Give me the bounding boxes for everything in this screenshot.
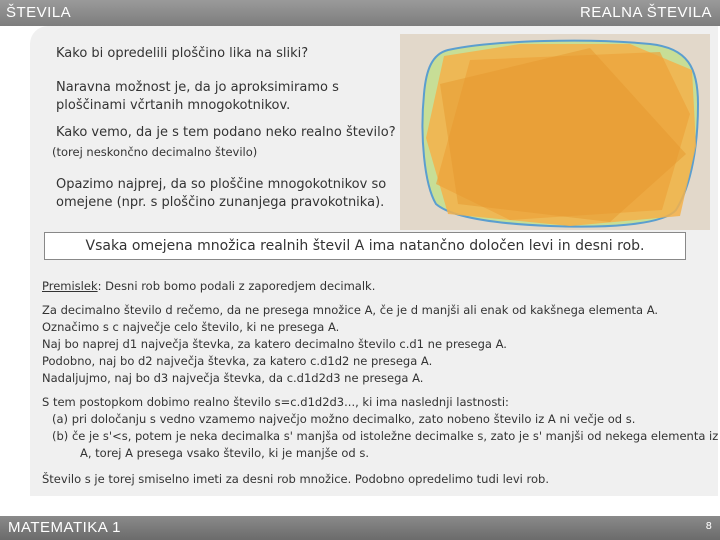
intro-question-1: Kako bi opredelili ploščino lika na sliki? [56,46,309,61]
property-a-label: (a) [52,412,69,426]
property-b [42,428,720,462]
polygon-figure-svg [400,34,710,230]
proof-line-2: Označimo s c največje celo število, ki ne presega A. [42,320,340,334]
footer-course-title: MATEMATIKA 1 [8,519,121,536]
header-right-title: REALNA ŠTEVILA [579,4,712,21]
property-a-text: pri določanju s vedno vzamemo največjo možno decimalko, zato nobeno število iz A ni večje od s. [71,412,636,426]
intro-question-3: Kako vemo, da je s tem podano neko realno število? [56,125,396,140]
proof-line-3: Naj bo naprej d1 največja števka, za katero decimalno število c.d1 ne presega A. [42,337,507,351]
proof-lines [42,302,658,387]
bottom-bar [0,516,720,540]
proof-line-5: Nadaljujmo, naj bo d3 največja števka, da c.d1d2d3 ne presega A. [42,371,424,385]
proof-lead: : Desni rob bomo podali z zaporedjem decimalk. [97,279,376,293]
top-bar [0,0,720,26]
proof-line-4: Podobno, naj bo d2 največja števka, za katero c.d1d2 ne presega A. [42,354,433,368]
theorem-statement [44,232,686,260]
polygon-figure [400,34,710,230]
properties-list [42,411,720,462]
theorem-text: Vsaka omejena množica realnih števil A ima natančno določen levi in desni rob. [85,238,645,254]
header-left-title: ŠTEVILA [6,4,72,21]
intro-question-4: Opazimo najprej, da so ploščine mnogokotnikov so omejene (npr. s ploščino zunanjega pravokotnika). [56,177,387,210]
proof-intro [42,279,375,293]
proof-label: Premislek [42,279,98,293]
intro-question-3-note: (torej neskončno decimalno število) [52,145,258,159]
property-b-text: če je s'<s, potem je neka decimalka s' manjša od istoležne decimalke s, zato je s' manjši od nekega elementa iz A, torej A presega vsako število, ki je manjše od s. [71,429,719,460]
s-definition: S tem postopkom dobimo realno število s=c.d1d2d3..., ki ima naslednji lastnosti: [42,395,509,409]
conclusion: Število s je torej smiselno imeti za desni rob množice. Podobno opredelimo tudi levi rob. [42,472,549,486]
intro-question-2: Naravna možnost je, da jo aproksimiramo s ploščinami včrtanih mnogokotnikov. [56,80,339,113]
property-b-label: (b) [52,429,69,443]
proof-line-1: Za decimalno število d rečemo, da ne presega množice A, če je d manjši ali enak od kakšnega elementa A. [42,303,659,317]
property-a [42,411,720,428]
page-number: 8 [705,521,712,532]
